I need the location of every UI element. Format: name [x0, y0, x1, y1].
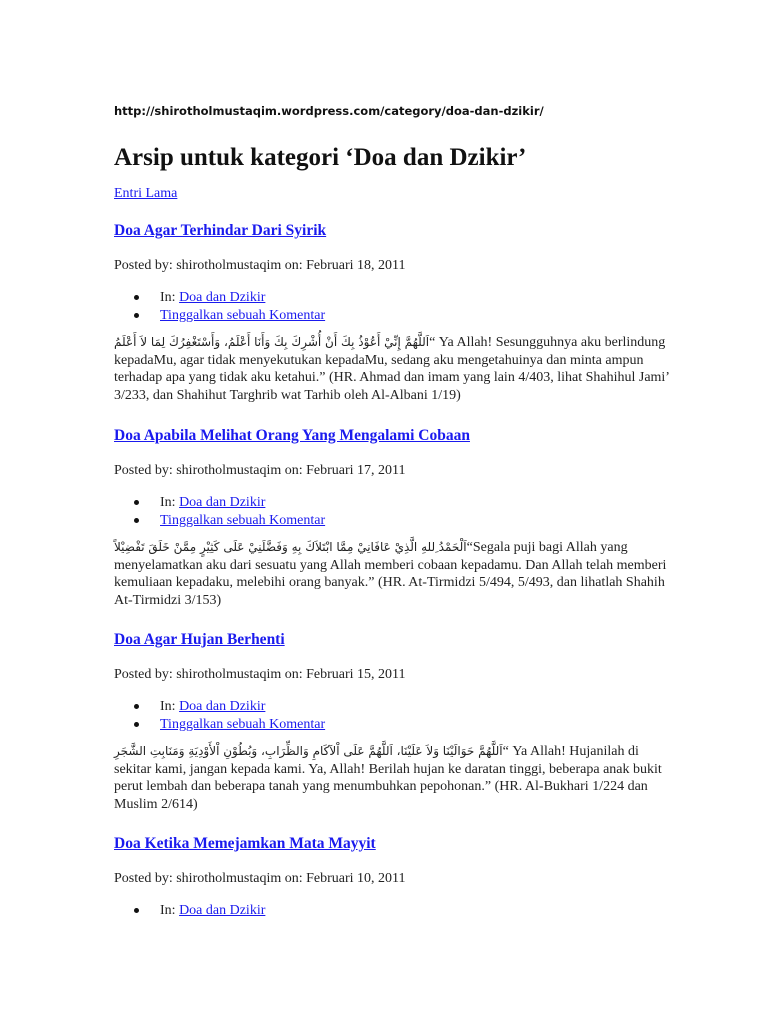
post-item	[114, 630, 674, 813]
post-meta-list	[114, 698, 674, 733]
arabic-prayer: اَلْحَمْدُ ِللهِ الَّذِيْ عَافَانِيْ مِمَّا ابْتَلاَكَ بِهِ وَفَضَّلَنِيْ عَلَى كَثِيْرٍ مِمَّنْ خَلَقَ تَفْضِيْلاً	[114, 540, 467, 554]
category-link[interactable]: Doa dan Dzikir	[179, 290, 266, 305]
post-byline: Posted by: shirotholmustaqim on: Februari 17, 2011	[114, 463, 406, 478]
post-byline: Posted by: shirotholmustaqim on: Februari 18, 2011	[114, 258, 406, 273]
category-link[interactable]: Doa dan Dzikir	[179, 495, 266, 510]
category-link[interactable]: Doa dan Dzikir	[179, 699, 266, 714]
bullet-icon	[134, 500, 139, 505]
comment-link[interactable]: Tinggalkan sebuah Komentar	[160, 307, 326, 323]
post-byline: Posted by: shirotholmustaqim on: Februari 10, 2011	[114, 871, 406, 886]
post-item	[114, 426, 674, 609]
excerpt-text: “Segala puji bagi Allah yang menyelamatkan aku dari sesuatu yang Allah memberi cobaan kepadamu. Dan Allah telah memberi kemuliaan kepadaku, melebihi orang banyak.” (HR. At-Tirmidzi 5/494, 5/493, dan lihatlah Shahih At-Tirmidzi 3/153)	[114, 540, 667, 608]
comment-link[interactable]: Tinggalkan sebuah Komentar	[160, 512, 326, 528]
post-excerpt	[114, 334, 674, 404]
older-entries-link[interactable]: Entri Lama	[114, 186, 178, 201]
excerpt-text: “ Ya Allah! Hujanilah di sekitar kami, jangan kepada kami. Ya, Allah! Berilah hujan ke daratan tinggi, beberapa anak bukit perut lembah dan beberapa tanah yang menumbuhkan pepohonan.” (HR. Al-Bukhari 1/224 dan Muslim 2/614)	[114, 744, 662, 812]
category-prefix: In:	[160, 495, 180, 510]
post-meta-list	[114, 494, 674, 529]
post-title-link[interactable]: Doa Apabila Melihat Orang Yang Mengalami Cobaan	[114, 427, 470, 444]
post-excerpt	[114, 539, 674, 609]
comment-link[interactable]: Tinggalkan sebuah Komentar	[160, 716, 326, 732]
post-comment	[114, 512, 674, 530]
bullet-icon	[134, 313, 139, 318]
post-item	[114, 221, 674, 404]
post-meta-list	[114, 902, 674, 920]
bullet-icon	[134, 722, 139, 727]
post-item	[114, 834, 674, 920]
post-category	[114, 902, 674, 920]
bullet-icon	[134, 704, 139, 709]
post-title-link[interactable]: Doa Ketika Memejamkan Mata Mayyit	[114, 835, 376, 852]
arabic-prayer: اَللَّهُمَّ حَوَالَيْنَا وَلاَ عَلَيْنَا، اَللَّهُمَّ عَلَى اْلآكَامِ وَالظِّرَابِ، وَبُطُوْنِ اْلأَوْدِيَةِ وَمَنَابِتِ الشَّجَرِ	[114, 744, 503, 758]
post-meta-list	[114, 289, 674, 324]
post-category	[114, 289, 674, 307]
bullet-icon	[134, 518, 139, 523]
category-link[interactable]: Doa dan Dzikir	[179, 903, 266, 918]
bullet-icon	[134, 908, 139, 913]
post-excerpt	[114, 743, 674, 813]
category-prefix: In:	[160, 903, 180, 918]
post-comment	[114, 716, 674, 734]
post-title-link[interactable]: Doa Agar Hujan Berhenti	[114, 631, 285, 648]
category-prefix: In:	[160, 699, 180, 714]
source-url: http://shirotholmustaqim.wordpress.com/category/doa-dan-dzikir/	[114, 104, 544, 118]
post-byline: Posted by: shirotholmustaqim on: Februari 15, 2011	[114, 667, 406, 682]
excerpt-text: “ Ya Allah! Sesungguhnya aku berlindung kepadaMu, agar tidak menyekutukan kepadaMu, sedang aku mengetahuinya dan minta ampun terhadap apa yang tidak aku ketahui.” (HR. Ahmad dan imam yang lain 4/403, lihat Shahihul Jami’ 3/233, dan Shahihut Targhrib wat Tarhib oleh Al-Albani 1/19)	[114, 335, 669, 403]
bullet-icon	[134, 295, 139, 300]
post-comment	[114, 307, 674, 325]
archive-title: Arsip untuk kategori ‘Doa dan Dzikir’	[114, 144, 527, 171]
post-title-link[interactable]: Doa Agar Terhindar Dari Syirik	[114, 222, 327, 239]
post-category	[114, 698, 674, 716]
category-prefix: In:	[160, 290, 180, 305]
arabic-prayer: اَللَّهُمَّ إِنِّيْ أَعُوْذُ بِكَ أَنْ أُشْرِكَ بِكَ وَأَنَا أَعْلَمُ، وَأَسْتَغْفِرُكَ لِمَا لاَ أَعْلَمُ	[114, 335, 430, 349]
post-category	[114, 494, 674, 512]
